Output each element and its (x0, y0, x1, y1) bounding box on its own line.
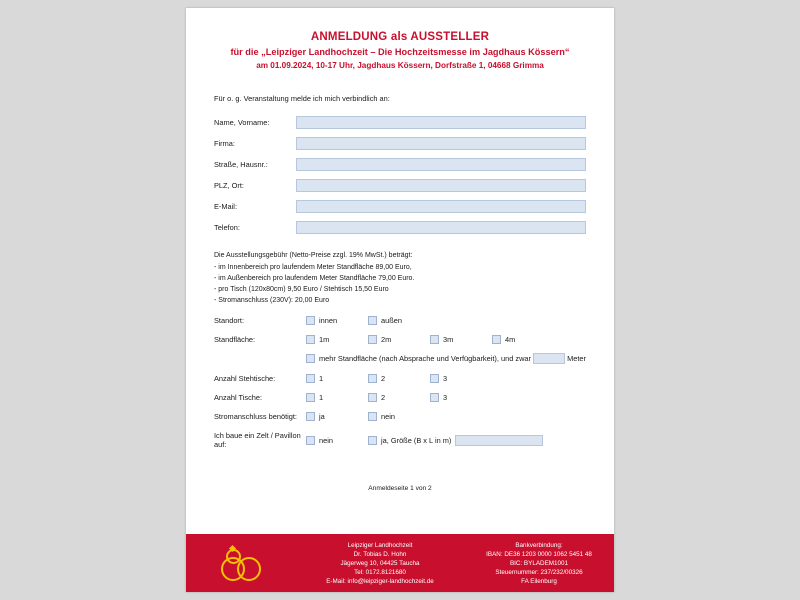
footer-bank-line: BIC: BYLADEM1001 (509, 559, 569, 567)
checkbox-standflaeche-4m[interactable] (492, 335, 515, 344)
checkbox-box-icon[interactable] (306, 316, 315, 325)
checkbox-stehtische-2[interactable] (368, 374, 430, 383)
ring-right-icon (237, 557, 261, 581)
mehr-standflaeche-unit: Meter (567, 354, 586, 363)
page-note: Anmeldeseite 1 von 2 (368, 485, 432, 492)
mehr-standflaeche-text: mehr Standfläche (nach Absprache und Verfügbarkeit), und zwar (319, 354, 531, 363)
intro-text: Für o. g. Veranstaltung melde ich mich verbindlich an: (214, 94, 390, 103)
checkbox-label: 1 (319, 393, 324, 402)
checkbox-box-icon[interactable] (430, 335, 439, 344)
footer-bank (464, 541, 614, 586)
checkbox-standflaeche-1m[interactable] (306, 335, 368, 344)
field-label: Firma: (214, 139, 235, 148)
checkbox-box-icon[interactable] (368, 374, 377, 383)
footer-logo (186, 546, 296, 580)
footer-contact-line: Tel: 0172.8121680 (354, 568, 406, 576)
firma-input[interactable] (296, 137, 586, 150)
fees-title: Die Ausstellungsgebühr (Netto-Preise zzgl. 19% MwSt.) beträgt: (214, 252, 413, 259)
plz-ort-input[interactable] (296, 179, 586, 192)
field-label: Telefon: (214, 223, 240, 232)
wedding-rings-icon (213, 546, 269, 580)
checkbox-label: 3m (443, 335, 454, 344)
checkbox-label: 3 (443, 374, 448, 383)
form-field-name (214, 116, 586, 129)
form-field-telefon (214, 221, 586, 234)
document-footer (186, 534, 614, 592)
form-field-firma (214, 137, 586, 150)
form-field-plz-ort (214, 179, 586, 192)
checkbox-standort-innen[interactable] (306, 316, 368, 325)
page-subtitle: für die „Leipziger Landhochzeit – Die Hochzeitsmesse im Jagdhaus Kössern“ (230, 47, 570, 57)
checkbox-box-icon[interactable] (368, 393, 377, 402)
checkbox-label: 2m (381, 335, 392, 344)
checkbox-zelt-nein[interactable] (306, 436, 368, 445)
mehr-standflaeche-input[interactable] (533, 353, 565, 364)
email-input[interactable] (296, 200, 586, 213)
footer-bank-line: FA Eilenburg (521, 577, 557, 585)
option-label: Ich baue ein Zelt / Pavillon auf: (214, 431, 301, 449)
field-label: E-Mail: (214, 202, 237, 211)
fees-line: - im Innenbereich pro laufendem Meter Standfläche 89,00 Euro, (214, 264, 412, 271)
footer-bank-line: IBAN: DE36 1203 0000 1062 5451 48 (486, 550, 592, 558)
checkbox-label: 2 (381, 374, 386, 383)
checkbox-label: 1 (319, 374, 324, 383)
footer-contact-line: Dr. Tobias D. Hohn (353, 550, 407, 558)
option-row-standflaeche (214, 335, 586, 344)
option-row-zelt (214, 431, 586, 449)
checkbox-box-icon[interactable] (492, 335, 501, 344)
checkbox-box-icon[interactable] (306, 412, 315, 421)
option-row-mehr-standflaeche (306, 353, 586, 364)
checkbox-tische-3[interactable] (430, 393, 492, 402)
checkbox-tische-2[interactable] (368, 393, 430, 402)
zelt-groesse-input[interactable] (455, 435, 543, 446)
checkbox-box-icon[interactable] (306, 393, 315, 402)
footer-bank-line: Steuernummer: 237/232/00326 (495, 568, 583, 576)
checkbox-box-icon[interactable] (368, 436, 377, 445)
fees-line: - Stromanschluss (230V): 20,00 Euro (214, 297, 330, 304)
checkbox-label: außen (381, 316, 402, 325)
checkbox-label: nein (319, 435, 333, 445)
footer-contact-line: Leipziger Landhochzeit (347, 541, 413, 549)
document-page (186, 8, 614, 592)
option-row-standort (214, 316, 586, 325)
footer-contact (296, 541, 464, 586)
checkbox-standflaeche-2m[interactable] (368, 335, 430, 344)
strasse-input[interactable] (296, 158, 586, 171)
checkbox-box-icon[interactable] (368, 316, 377, 325)
checkbox-box-icon[interactable] (368, 412, 377, 421)
footer-contact-email[interactable]: E-Mail: info@leipziger-landhochzeit.de (326, 577, 434, 585)
checkbox-box-icon[interactable] (430, 393, 439, 402)
footer-contact-line: Jägerweg 10, 04425 Taucha (340, 559, 420, 567)
field-label: PLZ, Ort: (214, 181, 244, 190)
option-row-anzahl-tische (214, 393, 586, 402)
form-field-email (214, 200, 586, 213)
checkbox-label: 4m (505, 335, 516, 344)
checkbox-box-icon[interactable] (430, 374, 439, 383)
fees-block (214, 250, 586, 306)
field-label: Straße, Hausnr.: (214, 160, 268, 169)
checkbox-label: nein (381, 412, 395, 421)
checkbox-label: ja, Größe (B x L in m) (381, 435, 452, 445)
checkbox-box-icon[interactable] (306, 354, 315, 363)
checkbox-tische-1[interactable] (306, 393, 368, 402)
checkbox-box-icon[interactable] (306, 335, 315, 344)
option-label: Anzahl Stehtische: (214, 374, 276, 383)
checkbox-standflaeche-3m[interactable] (430, 335, 492, 344)
fees-line: - im Außenbereich pro laufendem Meter Standfläche 79,00 Euro. (214, 275, 415, 282)
checkbox-zelt-ja[interactable] (368, 435, 543, 446)
checkbox-stehtische-3[interactable] (430, 374, 492, 383)
checkbox-label: innen (319, 316, 338, 325)
checkbox-label: ja (319, 412, 325, 421)
form-body (186, 94, 614, 492)
checkbox-box-icon[interactable] (368, 335, 377, 344)
form-field-strasse (214, 158, 586, 171)
checkbox-strom-ja[interactable] (306, 412, 368, 421)
checkbox-label: 3 (443, 393, 448, 402)
fees-line: - pro Tisch (120x80cm) 9,50 Euro / Stehtisch 15,50 Euro (214, 286, 389, 293)
telefon-input[interactable] (296, 221, 586, 234)
field-label: Name, Vorname: (214, 118, 270, 127)
checkbox-label: 2 (381, 393, 386, 402)
option-row-stromanschluss (214, 412, 586, 421)
checkbox-stehtische-1[interactable] (306, 374, 368, 383)
checkbox-label: 1m (319, 335, 330, 344)
name-input[interactable] (296, 116, 586, 129)
page-event-details: am 01.09.2024, 10-17 Uhr, Jagdhaus Kössern, Dorfstraße 1, 04668 Grimma (256, 61, 544, 70)
footer-bank-line: Bankverbindung: (515, 541, 563, 549)
page-title: ANMELDUNG als AUSSTELLER (310, 31, 490, 43)
option-label: Standort: (214, 316, 244, 325)
checkbox-standort-aussen[interactable] (368, 316, 430, 325)
option-row-anzahl-stehtische (214, 374, 586, 383)
checkbox-box-icon[interactable] (306, 374, 315, 383)
option-label: Anzahl Tische: (214, 393, 263, 402)
checkbox-strom-nein[interactable] (368, 412, 430, 421)
document-header (186, 8, 614, 72)
checkbox-box-icon[interactable] (306, 436, 315, 445)
option-label: Standfläche: (214, 335, 256, 344)
option-label: Stromanschluss benötigt: (214, 412, 297, 421)
